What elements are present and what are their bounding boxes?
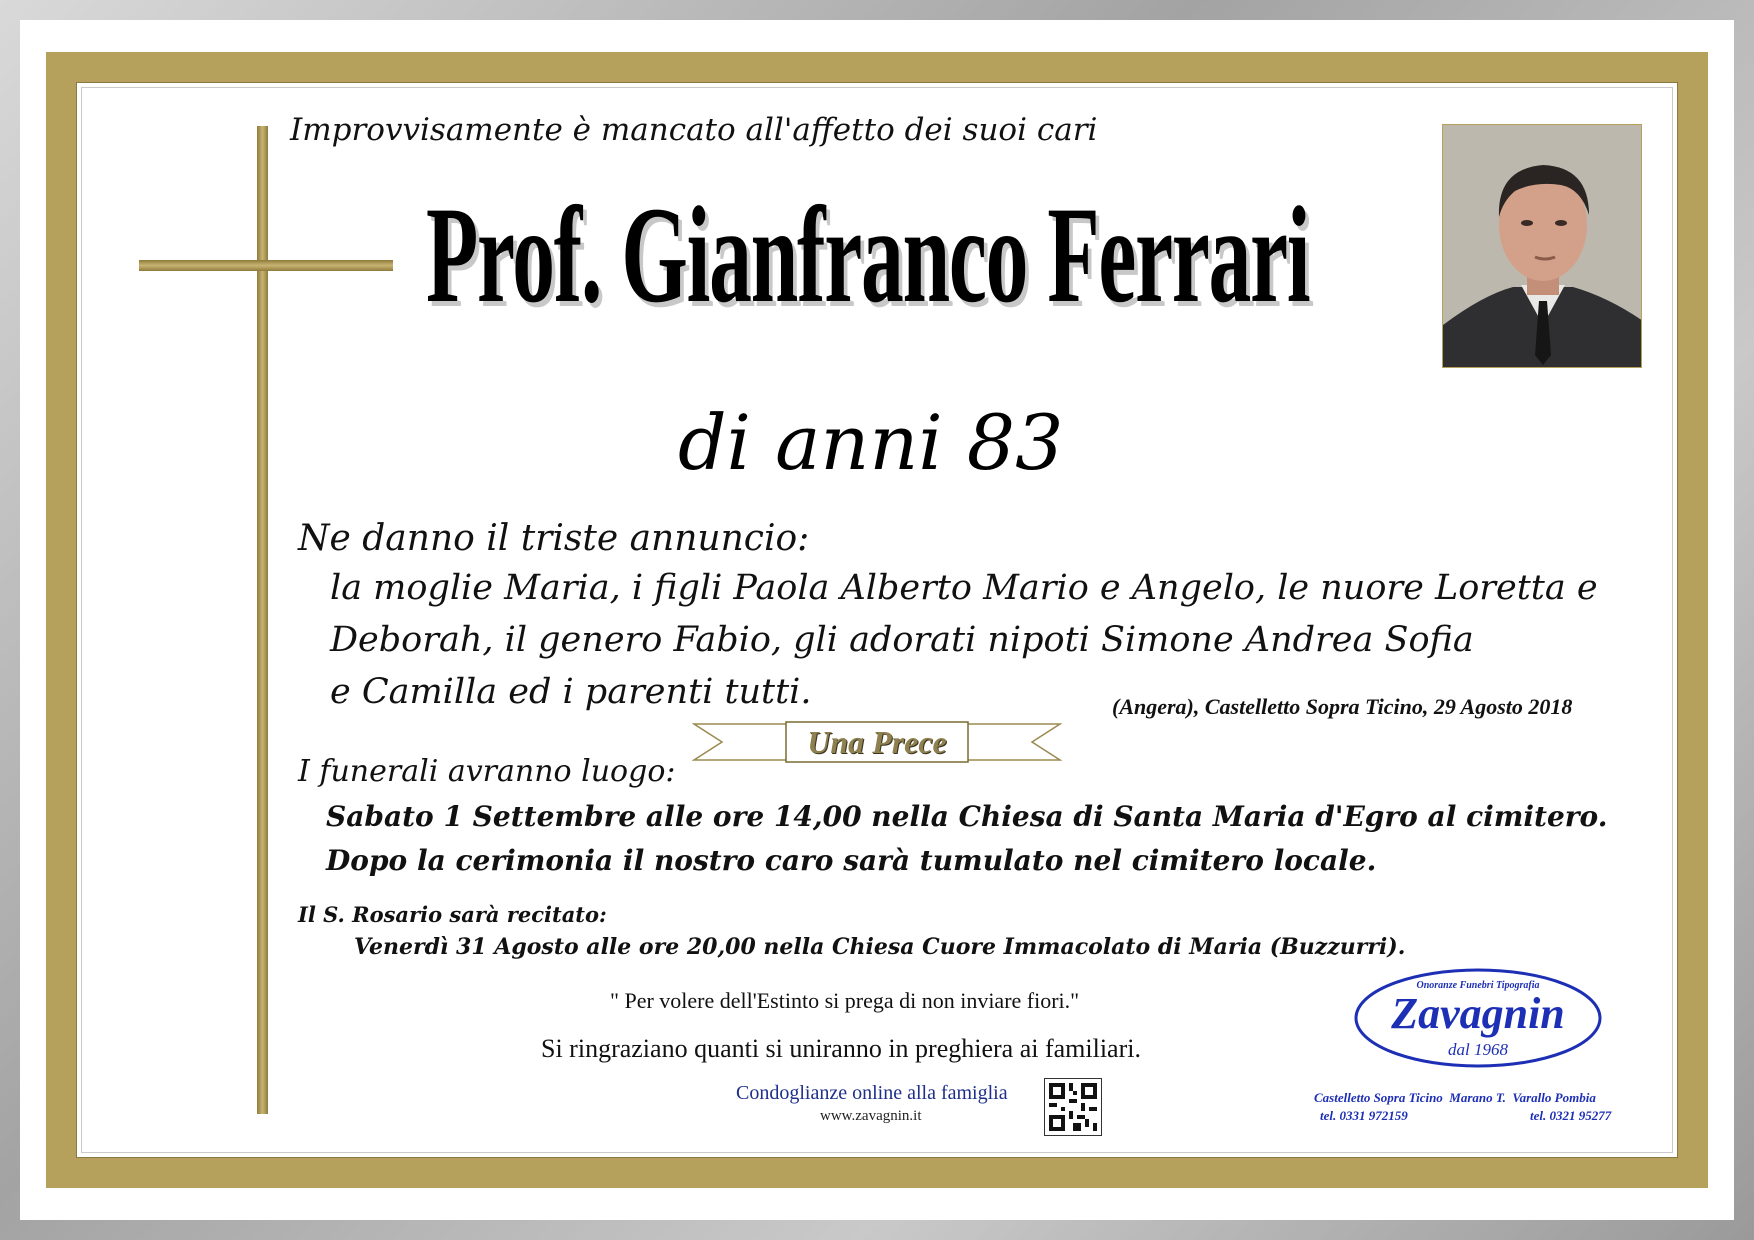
logo-since: dal 1968	[1448, 1040, 1508, 1059]
prayer-label: Una Prece	[807, 724, 947, 760]
portrait-photo	[1442, 124, 1642, 368]
deceased-name-text: Prof. Gianfranco Ferrari	[426, 178, 1310, 331]
announcement-heading: Ne danno il triste annuncio:	[298, 518, 810, 559]
condolences-url[interactable]: www.zavagnin.it	[820, 1108, 922, 1124]
prayer-ribbon	[692, 720, 1062, 764]
place-date: (Angera), Castelletto Sopra Ticino, 29 Agosto 2018	[1112, 694, 1573, 719]
funeral-heading: I funerali avranno luogo:	[298, 754, 676, 789]
no-flowers-note: " Per volere dell'Estinto si prega di non inviare fiori."	[610, 988, 1080, 1013]
announcement-line-1: la moglie Maria, i figli Paola Alberto Mario e Angelo, le nuore Loretta e	[330, 568, 1598, 608]
thanks-note: Si ringraziano quanti si uniranno in preghiera ai familiari.	[541, 1034, 1141, 1063]
condolences-label[interactable]: Condoglianze online alla famiglia	[736, 1082, 1008, 1104]
rosary-heading: Il S. Rosario sarà recitato:	[298, 902, 607, 927]
logo-brand: Zavagnin	[1391, 989, 1565, 1038]
funeral-line-2: Dopo la cerimonia il nostro caro sarà tumulato nel cimitero locale.	[326, 844, 1377, 877]
cross-icon-vertical	[257, 126, 268, 1114]
logo-top-text: Onoranze Funebri Tipografia	[1416, 980, 1540, 991]
qr-code-icon[interactable]	[1044, 1078, 1102, 1136]
age-text: di anni 83	[678, 398, 1064, 487]
cross-icon-horizontal	[139, 260, 393, 271]
tel-right: tel. 0321 95277	[1530, 1108, 1612, 1123]
funeral-line-1: Sabato 1 Settembre alle ore 14,00 nella Chiesa di Santa Maria d'Egro al cimitero.	[326, 800, 1608, 833]
rosary-line: Venerdì 31 Agosto alle ore 20,00 nella Chiesa Cuore Immacolato di Maria (Buzzurri).	[354, 934, 1406, 960]
intro-text: Improvvisamente è mancato all'affetto dei suoi cari	[290, 112, 1098, 148]
qr-code-image	[1045, 1079, 1101, 1135]
portrait-image	[1443, 125, 1642, 368]
locations-line: Castelletto Sopra Ticino Marano T. Varallo Pombia	[1314, 1090, 1596, 1105]
deceased-name	[426, 160, 1416, 370]
zavagnin-logo	[1352, 966, 1604, 1070]
announcement-line-3: e Camilla ed i parenti tutti.	[330, 672, 812, 712]
announcement-line-2: Deborah, il genero Fabio, gli adorati nipoti Simone Andrea Sofia	[330, 620, 1474, 660]
tel-left: tel. 0331 972159	[1320, 1108, 1408, 1123]
